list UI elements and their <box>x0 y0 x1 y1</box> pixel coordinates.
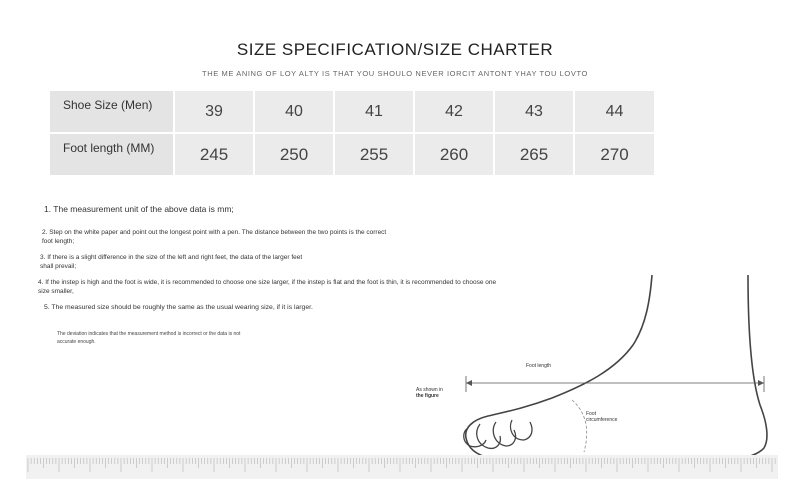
table-cell: 42 <box>414 91 494 133</box>
table-cell: 43 <box>494 91 574 133</box>
page-subtitle: THE ME ANING OF LOY ALTY IS THAT YOU SHOULO NEVER IORCIT ANTONT YHAY TOU LOVTO <box>202 69 588 78</box>
table-cell: 41 <box>334 91 414 133</box>
table-row <box>50 91 654 133</box>
note-3-line-2: shall prevail; <box>40 263 77 270</box>
note-4-line-1: 4. If the instep is high and the foot is wide, it is recommended to choose one size larger, if the instep is flat and the foot is thin, it is recommended to choose one <box>38 279 497 286</box>
note-deviation-line-1: The deviation indicates that the measurement method is incorrect or the data is not <box>57 331 241 337</box>
table-cell: 250 <box>254 133 334 175</box>
table-cell: 270 <box>574 133 654 175</box>
page-title: SIZE SPECIFICATION/SIZE CHARTER <box>236 40 554 59</box>
note-4-line-2: size smaller, <box>38 288 74 295</box>
note-1: 1. The measurement unit of the above data is mm; <box>44 204 234 214</box>
table-cell: 44 <box>574 91 654 133</box>
table-cell: 260 <box>414 133 494 175</box>
note-3 <box>40 253 302 271</box>
note-3-line-1: 3. If there is a slight difference in the size of the left and right feet, the data of the larger feet <box>40 254 303 261</box>
ruler-ticks <box>26 455 778 479</box>
foot-illustration <box>400 270 780 470</box>
table-cell: 245 <box>174 133 254 175</box>
shown-label-line-2: the figure <box>416 393 439 399</box>
shown-label-line-1: As shown in <box>416 387 443 393</box>
foot-circumference-label <box>586 411 617 423</box>
note-2 <box>42 228 386 246</box>
table-row <box>50 133 654 175</box>
note-2-line-1: 2. Step on the white paper and point out the longest point with a pen. The distance between the two points is the correct <box>42 229 387 236</box>
note-deviation <box>57 330 240 346</box>
note-2-line-2: foot length; <box>42 238 75 245</box>
row-header-foot-length: Foot length (MM) <box>50 133 174 175</box>
note-5: 5. The measured size should be roughly the same as the usual wearing size, if it is larger. <box>44 304 313 311</box>
table-cell: 40 <box>254 91 334 133</box>
circ-label-line-2: circumference <box>586 417 618 423</box>
size-chart-table <box>50 91 654 175</box>
foot-length-label: Foot length <box>526 363 552 369</box>
row-header-shoe-size: Shoe Size (Men) <box>50 91 174 133</box>
table-cell: 265 <box>494 133 574 175</box>
table-cell: 39 <box>174 91 254 133</box>
circ-label-line-1: Foot <box>586 411 597 417</box>
shown-in-figure-label <box>416 387 443 399</box>
table-cell: 255 <box>334 133 414 175</box>
measuring-ruler <box>26 455 778 479</box>
note-deviation-line-2: accurate enough. <box>57 339 96 345</box>
